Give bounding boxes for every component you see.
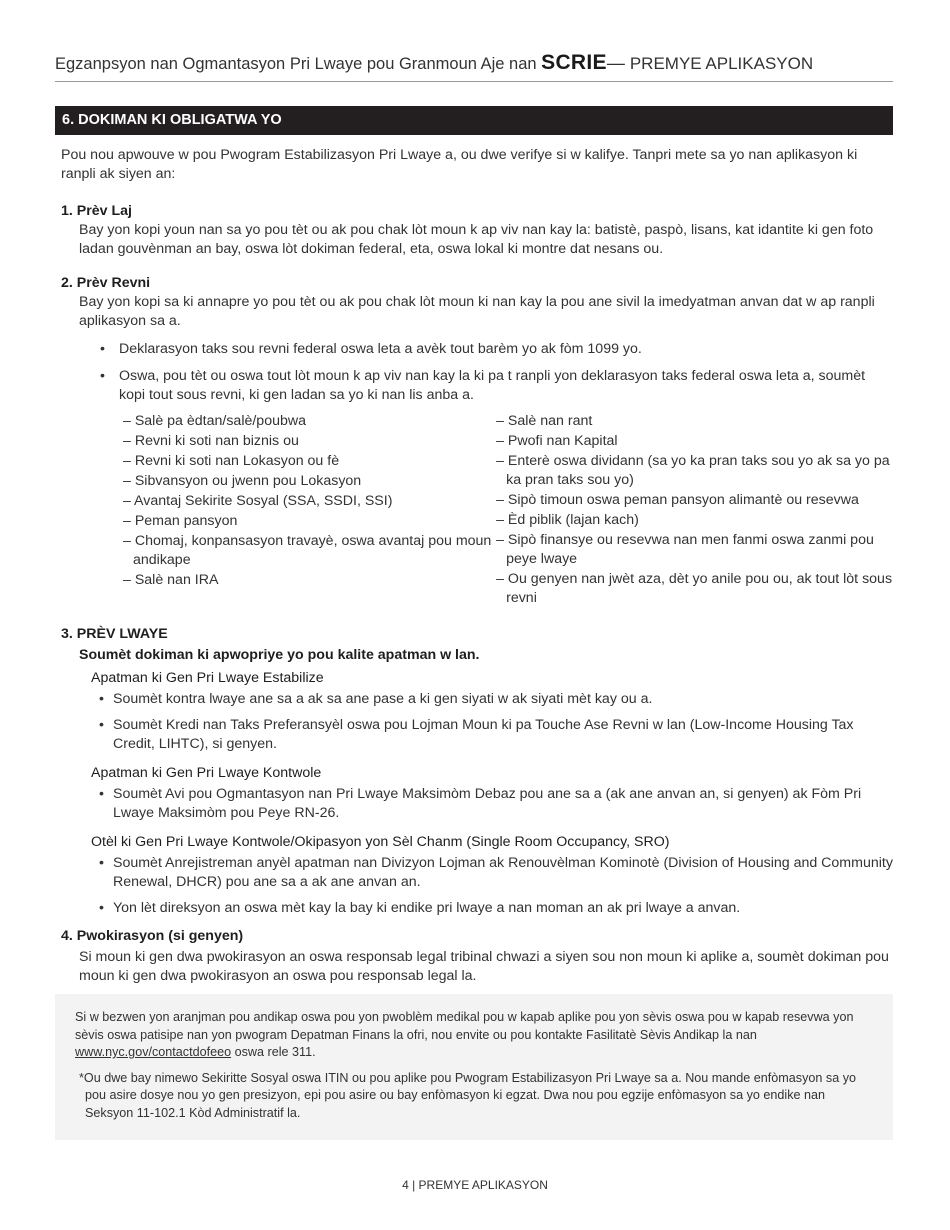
item-proof-of-income bbox=[55, 274, 893, 609]
ssn-footnote: *Ou dwe bay nimewo Sekiritte Sosyal oswa ITIN ou pou aplike pou Pwogram Estabilizasyon Pri Lwaye sa a. Nou mande enfòmasyon sa yo pou asire dosye nou yo gen presizyon, epi pou asire ou bay enfòmasyon ki egzat. Dwa nou pou egzije enfòmasyon sa yo endike nan Seksyon 11-102.1 Kòd Administratif la. bbox=[79, 1070, 857, 1120]
rent-group-bullet: • Yon lèt direksyon an oswa mèt kay la bay ki endike pri lwaye a nan moman an ak pri lwaye a anvan. bbox=[55, 899, 893, 918]
income-sources-list bbox=[55, 412, 893, 609]
item4-title: 4. Pwokirasyon (si genyen) bbox=[61, 928, 244, 944]
income-source: – Èd piblik (lajan kach) bbox=[496, 512, 639, 528]
income-source: – Chomaj, konpansasyon travayè, oswa avantaj pou moun andikape bbox=[123, 533, 492, 568]
item3-title: 3. PRÈV LWAYE bbox=[61, 626, 168, 642]
income-source: – Sipò finansye ou resevwa nan men fanmi oswa zanmi pou peye lwaye bbox=[496, 532, 874, 567]
main-content bbox=[55, 146, 893, 986]
item1-title: 1. Prèv Laj bbox=[61, 203, 132, 219]
accommodation-note bbox=[55, 994, 893, 1140]
header-dash: — bbox=[606, 53, 630, 73]
item2-bullet: • Oswa, pou tèt ou oswa tout lòt moun k ap viv nan kay la ki pa t ranpli yon deklarasyon taks federal oswa leta a, soumèt kopi tout sous revni, ki gen ladan sa yo ki nan lis anba a. bbox=[55, 367, 893, 405]
note-text: Si w bezwen yon aranjman pou andikap oswa pou yon pwoblèm medikal pou w kapab aplike pou yon sèvis oswa pou w kapab resevwa yon sèvis oswa patisipe nan yon pwogram Depatman Finans la ofri, nou envite ou pou kontakte Fasilitatè Sèvis Andikap la nan bbox=[75, 1010, 854, 1042]
income-source: – Ou genyen nan jwèt aza, dèt yo anile pou ou, ak tout lòt sous revni bbox=[496, 571, 893, 606]
rent-group-bullet: • Soumèt Anrejistreman anyèl apatman nan Divizyon Lojman ak Renouvèlman Kominotè (Division of Housing and Community Renewal, DHCR) pou ane sa a ak ane anvan an. bbox=[55, 854, 893, 892]
income-source: – Salè pa èdtan/salè/poubwa bbox=[123, 413, 307, 429]
item2-bullet: • Deklarasyon taks sou revni federal oswa leta a avèk tout barèm yo ak fòm 1099 yo. bbox=[55, 340, 893, 359]
income-source: – Enterè oswa dividann (sa yo ka pran taks sou yo ak sa yo pa ka pran taks sou yo) bbox=[496, 453, 890, 488]
section-title: 6. DOKIMAN KI OBLIGATWA YO bbox=[55, 106, 893, 135]
item3-instruction: Soumèt dokiman ki apwopriye yo pou kalite apatman w lan. bbox=[79, 647, 480, 663]
page-footer: 4 | PREMYE APLIKASYON bbox=[402, 1178, 548, 1192]
rent-group-bullet: • Soumèt kontra lwaye ane sa a ak sa ane pase a ki gen siyati w ak siyati mèt kay ou a. bbox=[55, 690, 893, 709]
header-brand: SCRIE bbox=[541, 51, 607, 74]
header-suffix: PREMYE APLIKASYON bbox=[629, 54, 814, 73]
rent-group-bullet: • Soumèt Kredi nan Taks Preferansyèl oswa pou Lojman Moun ki pa Touche Ase Revni w lan (Low-Income Housing Tax Credit, LIHTC), si genyen. bbox=[55, 716, 893, 754]
rent-group-heading: Otèl ki Gen Pri Lwaye Kontwole/Okipasyon yon Sèl Chanm (Single Room Occupancy, SRO) bbox=[91, 834, 670, 850]
income-sources-left bbox=[123, 412, 496, 609]
income-source: – Revni ki soti nan biznis ou bbox=[123, 433, 299, 449]
income-source: – Pwofi nan Kapital bbox=[496, 433, 618, 449]
rent-group-heading: Apatman ki Gen Pri Lwaye Kontwole bbox=[91, 765, 322, 781]
income-source: – Peman pansyon bbox=[123, 513, 238, 529]
item-proof-of-rent bbox=[55, 625, 893, 918]
accommodation-text bbox=[75, 1009, 873, 1062]
contact-link[interactable]: www.nyc.gov/contactdofeeo bbox=[75, 1045, 232, 1059]
page-header bbox=[55, 48, 893, 82]
item2-text: Bay yon kopi sa ki annapre yo pou tèt ou ak pou chak lòt moun ki nan kay la pou ane sivil la imedyatman anvan dat w ap ranpli aplikasyon sa a. bbox=[79, 294, 875, 329]
item4-text: Si moun ki gen dwa pwokirasyon an oswa responsab legal tribinal chwazi a siyen sou non moun ki aplike a, soumèt dokiman pou moun ki gen dwa pwokirasyon an oswa pou responsab legal la. bbox=[79, 949, 889, 984]
header-prefix: Egzanpsyon nan Ogmantasyon Pri Lwaye pou Granmoun Aje nan bbox=[55, 55, 542, 73]
rent-group-heading: Apatman ki Gen Pri Lwaye Estabilize bbox=[91, 670, 324, 686]
income-source: – Avantaj Sekirite Sosyal (SSA, SSDI, SSI) bbox=[123, 493, 393, 509]
income-source: – Revni ki soti nan Lokasyon ou fè bbox=[123, 453, 340, 469]
item-power-of-attorney bbox=[55, 927, 893, 986]
income-source: – Sipò timoun oswa peman pansyon alimantè ou resevwa bbox=[496, 492, 859, 508]
header-title bbox=[55, 48, 893, 79]
note-text-end: oswa rele 311. bbox=[231, 1045, 316, 1059]
section-intro: Pou nou apwouve w pou Pwogram Estabilizasyon Pri Lwaye a, ou dwe verifye si w kalifye. Tanpri mete sa yo nan aplikasyon ki ranpli ak siyen an: bbox=[61, 147, 858, 182]
rent-group-bullet: • Soumèt Avi pou Ogmantasyon nan Pri Lwaye Maksimòm Debaz pou ane sa a (ak ane anvan an, si genyen) ak Fòm Pri Lwaye Maksimòm pou Peye RN-26. bbox=[55, 785, 893, 823]
income-sources-right bbox=[496, 412, 893, 609]
income-source: – Salè nan IRA bbox=[123, 572, 219, 588]
item2-title: 2. Prèv Revni bbox=[61, 275, 151, 291]
item-proof-of-age bbox=[55, 202, 893, 259]
income-source: – Salè nan rant bbox=[496, 413, 593, 429]
item1-text: Bay yon kopi youn nan sa yo pou tèt ou ak pou chak lòt moun k ap viv nan kay la: batistè, paspò, lisans, kat idantite ki gen foto ladan gouvènman an bay, oswa lòt dokiman federal, eta, oswa lokal ki montre dat nesans ou. bbox=[79, 222, 874, 257]
income-source: – Sibvansyon ou jwenn pou Lokasyon bbox=[123, 473, 362, 489]
